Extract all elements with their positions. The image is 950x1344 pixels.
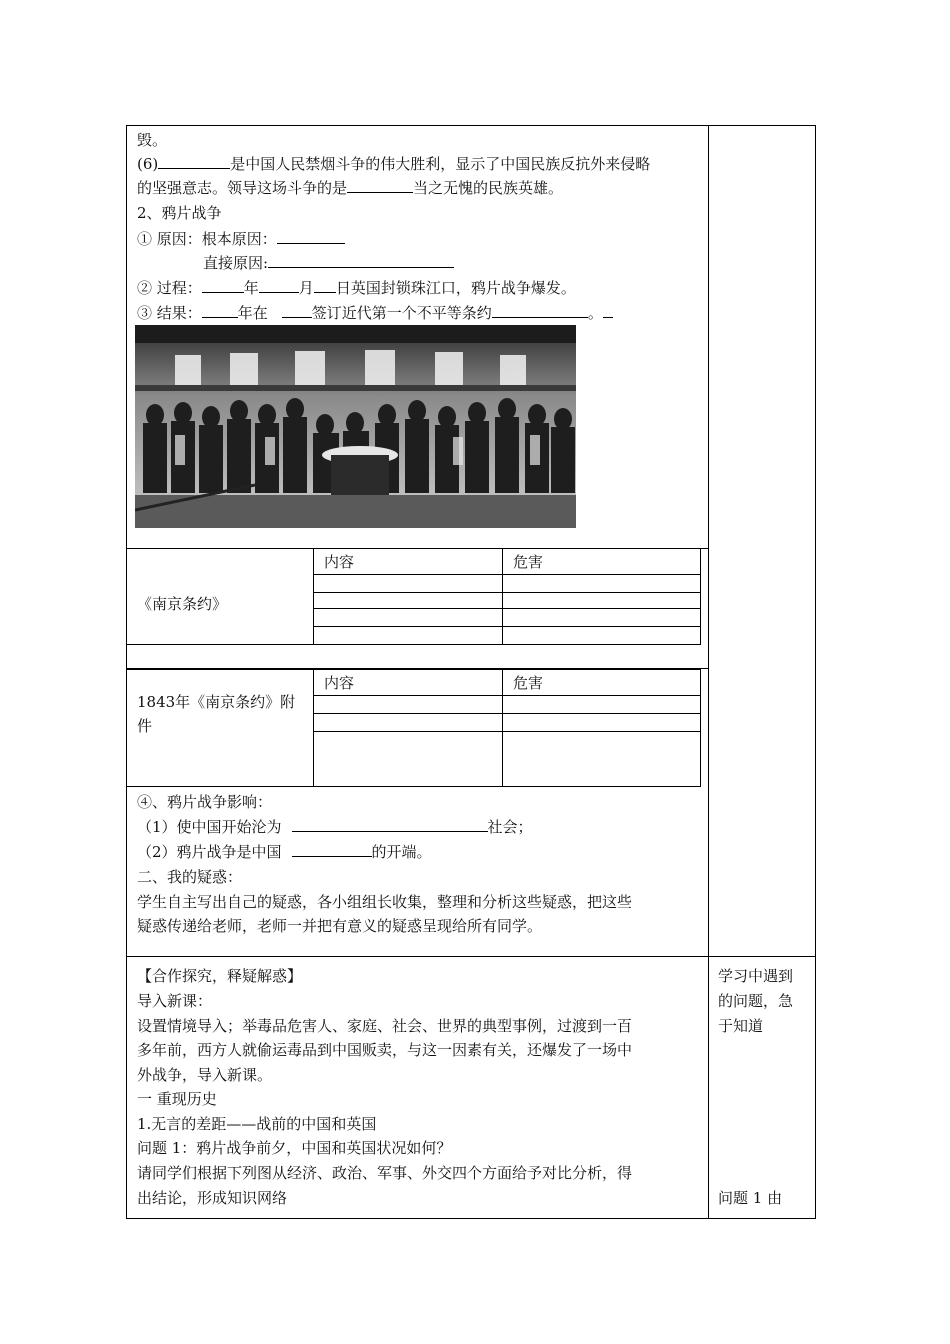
fill-blank: [202, 276, 244, 293]
column-header-content: 内容: [324, 674, 355, 692]
text-line: 毁。: [137, 131, 168, 149]
fill-blank: [603, 301, 613, 318]
result-label: ③ 结果：: [137, 304, 202, 322]
side-note-line-1: 学习中遇到: [718, 967, 794, 985]
table-divider: [313, 548, 314, 645]
table-label: 《南京条约》: [137, 595, 228, 613]
result-text-1: 年在: [237, 304, 268, 322]
question-1-instruction-line-1: 请同学们根据下列图从经济、政治、军事、外交四个方面给予对比分析，得: [137, 1164, 633, 1182]
impact-2-end: 的开端。: [371, 843, 432, 861]
q6-number: (6): [137, 155, 159, 173]
fill-blank: [259, 276, 299, 293]
result-end: 。: [587, 304, 603, 322]
table-label-line-1: 1843年《南京条约》附: [137, 693, 296, 711]
table-row-line: [313, 731, 701, 732]
table-row-line: [313, 695, 701, 696]
table-label-line-2: 件: [137, 717, 153, 735]
table-divider: [502, 548, 503, 645]
doubt-paragraph-line-1: 学生自主写出自己的疑惑，各小组组长收集，整理和分析这些疑惑，把这些: [137, 893, 633, 911]
section-heading-history: 一 重现历史: [137, 1090, 217, 1108]
process-line: [137, 276, 576, 300]
impact-1-text: （1）使中国开始沦为: [137, 818, 282, 836]
treaty-signing-photo: [135, 325, 576, 528]
q6-text: 是中国人民禁烟斗争的伟大胜利，显示了中国民族反抗外来侵略: [230, 155, 651, 173]
question-6-line-1: [137, 152, 650, 176]
month-label: 月: [298, 279, 314, 297]
direct-cause-label: 直接原因:: [203, 254, 269, 272]
question-6-line-2: [137, 176, 563, 200]
table-row-line: [313, 574, 701, 575]
fill-blank: [268, 251, 454, 268]
question-1-instruction-line-2: 出结论，形成知识网络: [137, 1189, 288, 1207]
fill-blank: [292, 840, 372, 857]
table-row-line: [313, 592, 701, 593]
question-1: 问题 1：鸦片战争前夕，中国和英国状况如何？: [137, 1139, 452, 1157]
fill-blank: [277, 227, 345, 244]
q6-text-3: 当之无愧的民族英雄。: [413, 179, 564, 197]
process-text: 日英国封锁珠江口，鸦片战争爆发。: [335, 279, 576, 297]
fill-blank: [282, 301, 312, 318]
q6-text-2: 的坚强意志。领导这场斗争的是: [137, 179, 348, 197]
intro-paragraph-line-2: 多年前，西方人就偷运毒品到中国贩卖，与这一因素有关，还爆发了一场中: [137, 1041, 633, 1059]
fill-blank: [158, 152, 230, 169]
column-divider: [708, 125, 709, 1219]
fill-blank: [347, 176, 413, 193]
process-label: ② 过程：: [137, 279, 202, 297]
impact-item-1: [137, 815, 533, 839]
result-text-2: 签订近代第一个不平等条约: [311, 304, 492, 322]
cause-line: [137, 227, 345, 251]
impact-1-end: 社会；: [487, 818, 533, 836]
impact-2-text: （2）鸦片战争是中国: [137, 843, 282, 861]
table-row-line: [313, 713, 701, 714]
row-divider: [126, 956, 816, 957]
intro-paragraph-line-1: 设置情境导入；举毒品危害人、家庭、社会、世界的典型事例，过渡到一百: [137, 1017, 633, 1035]
side-note-line-2: 的问题，急: [718, 992, 794, 1010]
column-header-harm: 危害: [513, 674, 544, 692]
impact-heading: ④、鸦片战争影响：: [137, 793, 273, 811]
table-divider: [313, 669, 314, 787]
doubt-heading: 二、我的疑惑：: [137, 868, 243, 886]
table-row-line: [313, 626, 701, 627]
supplementary-treaty-table: [126, 669, 701, 787]
fill-blank: [314, 276, 336, 293]
impact-item-2: [137, 840, 432, 864]
direct-cause-line: [203, 251, 454, 275]
doubt-paragraph-line-2: 疑惑传递给老师，老师一并把有意义的疑惑呈现给所有同学。: [137, 917, 543, 935]
side-note-question-1: 问题 1 由: [718, 1189, 783, 1207]
cause-label: ① 原因：根本原因：: [137, 230, 277, 248]
year-label: 年: [243, 279, 259, 297]
fill-blank: [202, 301, 238, 318]
fill-blank: [492, 301, 588, 318]
fill-blank: [292, 815, 488, 832]
result-line: [137, 301, 613, 325]
side-note-line-3: 于知道: [718, 1017, 764, 1035]
column-header-content: 内容: [324, 553, 355, 571]
subsection-heading: 1.无言的差距——战前的中国和英国: [137, 1115, 377, 1133]
photo-graphic: [135, 325, 576, 528]
section-heading: 2、鸦片战争: [137, 204, 222, 222]
column-header-harm: 危害: [513, 553, 544, 571]
table-divider: [502, 669, 503, 787]
intro-paragraph-line-3: 外战争，导入新课。: [137, 1066, 273, 1084]
cooperation-heading: 【合作探究，释疑解惑】: [137, 967, 303, 985]
intro-label: 导入新课：: [137, 992, 213, 1010]
table-row-line: [313, 608, 701, 609]
